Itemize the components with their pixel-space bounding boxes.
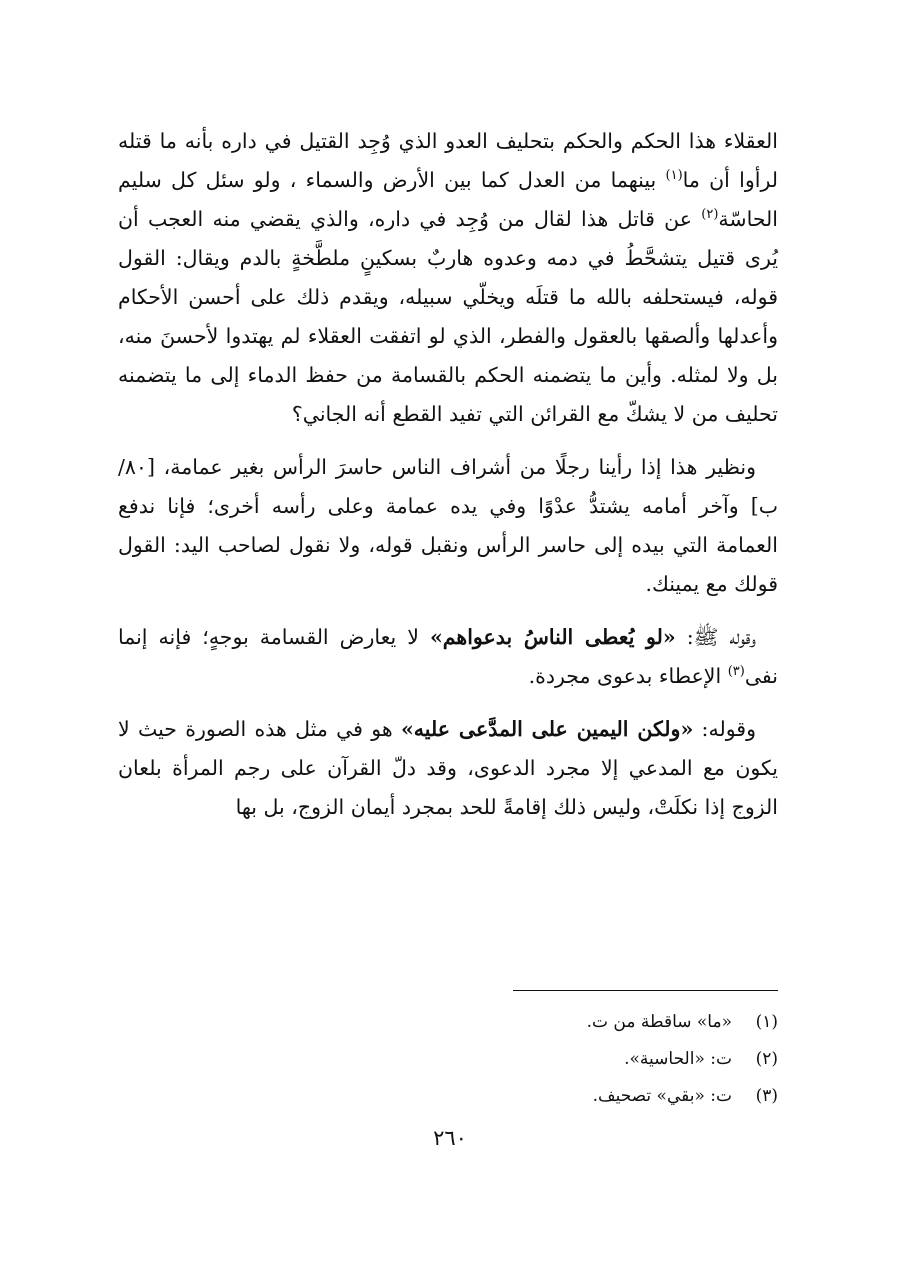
paragraph-3 [118,618,778,696]
footnote-divider [513,990,778,991]
paragraph-2-text: ونظير هذا إذا رأينا رجلًا من أشراف الناس حاسرَ الرأس بغير عمامة، [٨٠/ ب] وآخر أمامه يشتدُّ عدْوًا وفي يده عمامة وعلى رأسه أخرى؛ فإنا ندفع العمامة التي بيده إلى حاسر الرأس ونقبل قوله، ولا نقول لصاحب اليد: القول قولك مع يمينك. [118,455,778,596]
paragraph-4-text-b: هو في مثل هذه الصورة حيث لا يكون مع المدعي إلا مجرد الدعوى، وقد دلّ القرآن على رجم المرأة بلعان الزوج إذا نكلَتْ، وليس ذلك إقامةً للحد بمجرد أيمان الزوج، بل بها [118,717,778,819]
footnote [378,1082,778,1111]
footnote-ref-1: (١) [665,168,683,184]
paragraph-1-text-b: بينهما من العدل كما بين الأرض والسماء ، ولو سئل كل سليم الحاسّة [118,168,778,231]
footnote [378,1045,778,1074]
page-number: ٢٦٠ [433,1126,467,1150]
paragraph-3-text-b: لا يعارض القسامة بوجهٍ؛ فإنه إنما نفى [118,625,778,688]
paragraph-1 [118,122,778,434]
footnote-text: ت: «بقي» تصحيف. [592,1086,732,1106]
paragraph-2 [118,448,778,604]
paragraph-1-text-c: عن قاتل هذا لقال من وُجِد في داره، والذي يقضي منه العجب أن يُرى قتيل يتشحَّطُ في دمه وعدوه هاربٌ بسكينٍ ملطَّخةٍ بالدم ويقال: القول قوله، فيستحلفه بالله ما قتلَه ويخلّي سبيله، ويقدم ذلك على أحسن الأحكام وأعدلها وألصقها بالعقول والفطر، الذي لو اتفقت العقلاء لم يهتدوا لأحسنَ منه، بل ولا لمثله. وأين ما يتضمنه الحكم بالقسامة من حفظ الدماء إلى ما يتضمنه تحليف من لا يشكّ مع القرائن التي تفيد القطع أنه الجاني؟ [118,207,778,426]
footnote-ref-2: (٢) [701,207,719,223]
paragraph-3-text-c: الإعطاء بدعوى مجردة. [528,664,728,688]
footnote [378,1008,778,1037]
paragraph-3-text-a: وقوله ﷺ: [675,625,756,649]
footnote-text: ت: «الحاسية». [624,1049,732,1069]
footnote-number: (٣) [755,1086,778,1106]
paragraph-4-text-a: وقوله: [693,717,756,741]
paragraph-4 [118,710,778,827]
hadith-quote-1: «لو يُعطى الناسُ بدعواهم» [429,625,676,649]
hadith-quote-2: «ولكن اليمين على المدَّعى عليه» [400,717,694,741]
footnote-ref-3: (٣) [727,664,745,680]
footnotes [378,1008,778,1119]
footnote-text: «ما» ساقطة من ت. [586,1012,732,1032]
footnote-number: (٢) [755,1049,778,1069]
main-text [118,122,778,827]
paragraph-1-text-a: العقلاء هذا الحكم والحكم بتحليف العدو الذي وُجِد القتيل في داره بأنه ما قتله لرأوا أن ما [118,129,778,192]
footnote-number: (١) [755,1012,778,1032]
